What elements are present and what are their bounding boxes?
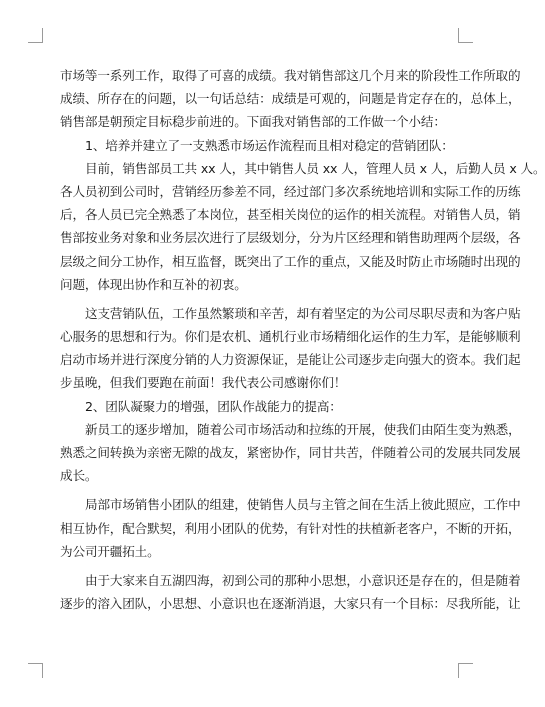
text-line: 成绩、所存在的问题，以一句话总结：成绩是可观的，问题是肯定存在的，总体上， — [60, 91, 521, 107]
text-line: 目前，销售部员工共 xx 人，其中销售人员 xx 人，管理人员 x 人，后勤人员 x 人。 — [85, 160, 545, 176]
document-body — [60, 64, 545, 615]
text-line: 启动市场并进行深度分销的人力资源保证，是能让公司逐步走向强大的资本。我们起 — [60, 352, 521, 368]
text-line: 逐步的溶入团队，小思想、小意识也在逐渐消退，大家只有一个目标：尽我所能，让 — [60, 596, 521, 612]
text-line: 心服务的思想和行为。你们是农机、通机行业市场精细化运作的生力军，是能够顺利 — [60, 329, 521, 345]
section-heading: 1、培养并建立了一支熟悉市场运作流程而且相对稳定的营销团队： — [85, 137, 454, 153]
text-line: 熟悉之间转换为亲密无隙的战友，紧密协作，同甘共苦，伴随着公司的发展共同发展 — [60, 445, 521, 460]
text-line: 后，各人员已完全熟悉了本岗位，甚至相关岗位的运作的相关流程。对销售人员，销 — [60, 207, 521, 223]
text-line: 步虽晚，但我们要跑在前面！我代表公司感谢你们！ — [60, 375, 347, 391]
text-line: 为公司开疆拓土。 — [60, 543, 160, 559]
crop-mark-top-right — [458, 28, 473, 43]
text-line: 成长。 — [60, 468, 98, 484]
text-line: 各人员初到公司时，营销经历参差不同，经过部门多次系统地培训和实际工作的历练 — [60, 183, 521, 199]
crop-mark-bottom-left — [28, 663, 43, 678]
crop-mark-bottom-right — [458, 663, 473, 678]
text-line: 问题，体现出协作和互补的初衷。 — [60, 276, 247, 292]
text-line: 层级之间分工协作，相互监督，既突出了工作的重点，又能及时防止市场随时出现的 — [60, 253, 521, 269]
crop-mark-top-left — [28, 28, 43, 43]
text-line: 新员工的逐步增加，随着公司市场活动和拉练的开展，使我们由陌生变为熟悉， — [85, 421, 521, 437]
text-line: 售部按业务对象和业务层次进行了层级划分，分为片区经理和销售助理两个层级，各 — [60, 230, 521, 246]
text-line: 局部市场销售小团队的组建，使销售人员与主管之间在生活上彼此照应，工作中 — [85, 497, 521, 513]
text-line: 销售部是朝预定目标稳步前进的。下面我对销售部的工作做一个小结： — [60, 114, 446, 130]
text-line: 市场等一系列工作，取得了可喜的成绩。我对销售部这几个月来的阶段性工作所取的 — [60, 68, 521, 83]
section-heading: 2、团队凝聚力的增强，团队作战能力的提高： — [85, 398, 342, 414]
text-line: 相互协作，配合默契，利用小团队的优势，有针对性的扶植新老客户，不断的开拓， — [60, 520, 521, 536]
text-line: 由于大家来自五湖四海，初到公司的那种小思想，小意识还是存在的，但是随着 — [85, 572, 521, 588]
text-line: 这支营销队伍，工作虽然繁琐和辛苦，却有着坚定的为公司尽职尽责和为客户贴 — [85, 305, 521, 321]
